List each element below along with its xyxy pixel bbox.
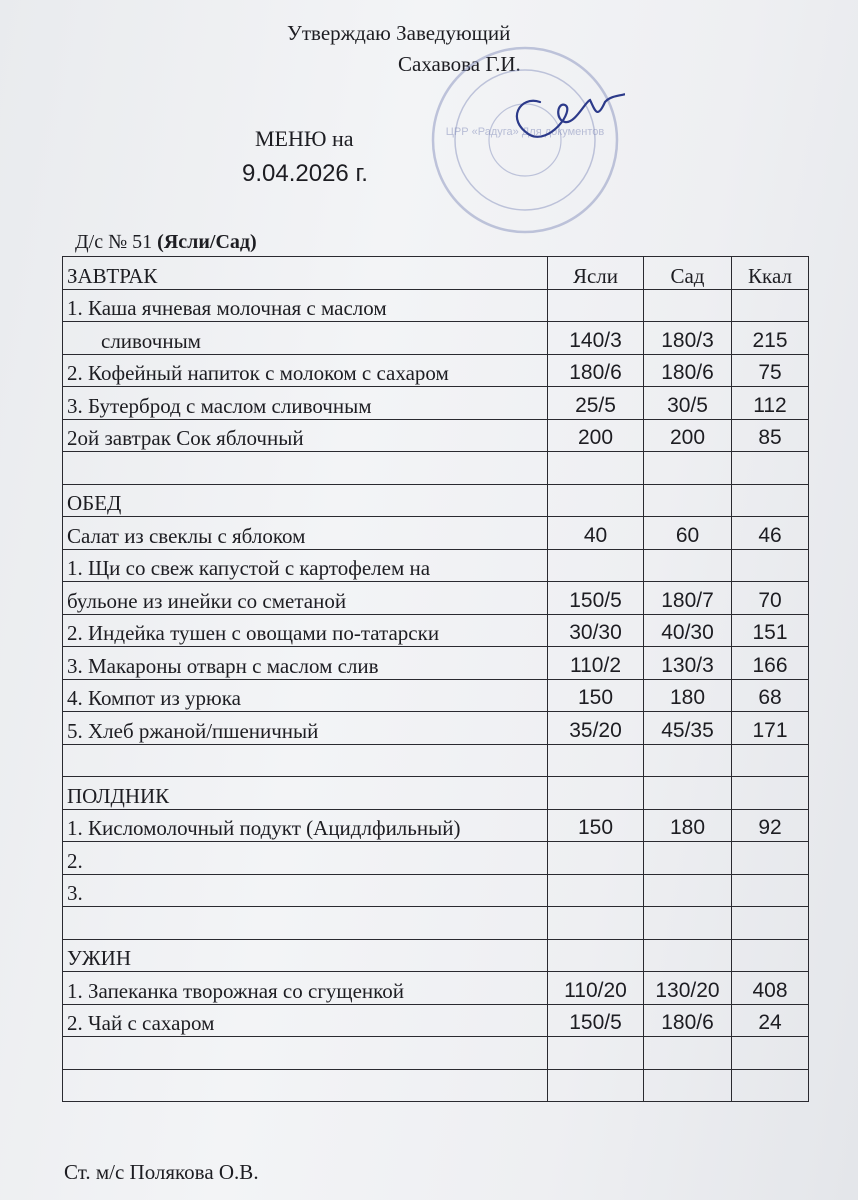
sad-portion-cell: 30/5 (644, 387, 732, 420)
table-row (63, 387, 809, 420)
dish-name-cell: 5. Хлеб ржаной/пшеничный (63, 712, 548, 745)
table-row (63, 549, 809, 582)
approval-stamp (425, 40, 625, 240)
yasli-portion-cell: 110/2 (548, 647, 644, 680)
yasli-portion-cell (548, 549, 644, 582)
kcal-cell (732, 842, 809, 875)
kcal-cell (732, 289, 809, 322)
yasli-portion-cell (548, 907, 644, 940)
yasli-portion-cell (548, 1069, 644, 1102)
table-row (63, 809, 809, 842)
yasli-portion-cell: 200 (548, 419, 644, 452)
yasli-portion-cell (548, 452, 644, 485)
sad-portion-cell (644, 842, 732, 875)
menu-date: 9.04.2026 г. (242, 160, 368, 187)
table-row (63, 1069, 809, 1102)
kcal-cell (732, 1037, 809, 1070)
kcal-cell (732, 1069, 809, 1102)
table-row (63, 419, 809, 452)
kcal-cell (732, 907, 809, 940)
kcal-cell: 24 (732, 1004, 809, 1037)
kcal-cell (732, 452, 809, 485)
dish-name-cell (63, 744, 548, 777)
menu-title: МЕНЮ на (255, 126, 354, 151)
table-row (63, 874, 809, 907)
header-meal: ЗАВТРАК (63, 257, 548, 290)
yasli-portion-cell: 30/30 (548, 614, 644, 647)
school-group: (Ясли/Сад) (157, 231, 257, 253)
table-row (63, 647, 809, 680)
kcal-cell: 151 (732, 614, 809, 647)
kcal-cell: 92 (732, 809, 809, 842)
yasli-portion-cell (548, 744, 644, 777)
dish-name-cell: 1. Щи со свеж капустой с картофелем на (63, 549, 548, 582)
table-row (63, 744, 809, 777)
table-row (63, 354, 809, 387)
approval-name: Сахавова Г.И. (398, 52, 521, 76)
dish-name-cell: ПОЛДНИК (63, 777, 548, 810)
dish-name-cell: ОБЕД (63, 484, 548, 517)
kcal-cell: 75 (732, 354, 809, 387)
yasli-portion-cell (548, 939, 644, 972)
yasli-portion-cell (548, 289, 644, 322)
yasli-portion-cell: 140/3 (548, 322, 644, 355)
table-row (63, 712, 809, 745)
dish-name-cell: 3. (63, 874, 548, 907)
sad-portion-cell: 180 (644, 679, 732, 712)
sad-portion-cell: 130/20 (644, 972, 732, 1005)
yasli-portion-cell (548, 484, 644, 517)
dish-name-cell: 2. Индейка тушен с овощами по-татарски (63, 614, 548, 647)
dish-name-cell: 4. Компот из урюка (63, 679, 548, 712)
kcal-cell: 85 (732, 419, 809, 452)
stamp-text: ЦРР «Радуга» Для документов (445, 126, 605, 138)
yasli-portion-cell (548, 874, 644, 907)
dish-name-cell (63, 1037, 548, 1070)
dish-name-cell: 2. Чай с сахаром (63, 1004, 548, 1037)
kcal-cell (732, 484, 809, 517)
table-row (63, 289, 809, 322)
dish-name-cell: 2. Кофейный напиток с молоком с сахаром (63, 354, 548, 387)
sad-portion-cell (644, 907, 732, 940)
kcal-cell: 70 (732, 582, 809, 615)
sad-portion-cell (644, 484, 732, 517)
table-header-row (63, 257, 809, 290)
sad-portion-cell (644, 1037, 732, 1070)
kcal-cell: 166 (732, 647, 809, 680)
table-row (63, 842, 809, 875)
sad-portion-cell: 180/6 (644, 1004, 732, 1037)
school-label (75, 231, 257, 254)
table-row (63, 484, 809, 517)
yasli-portion-cell: 35/20 (548, 712, 644, 745)
dish-name-cell: УЖИН (63, 939, 548, 972)
sad-portion-cell: 180/7 (644, 582, 732, 615)
table-row (63, 1004, 809, 1037)
yasli-portion-cell: 25/5 (548, 387, 644, 420)
yasli-portion-cell (548, 1037, 644, 1070)
kcal-cell: 171 (732, 712, 809, 745)
sad-portion-cell: 130/3 (644, 647, 732, 680)
menu-table (62, 256, 809, 1102)
kcal-cell (732, 777, 809, 810)
dish-name-cell: 2. (63, 842, 548, 875)
kcal-cell: 215 (732, 322, 809, 355)
table-row (63, 777, 809, 810)
header-kcal: Ккал (732, 257, 809, 290)
sad-portion-cell: 45/35 (644, 712, 732, 745)
yasli-portion-cell: 110/20 (548, 972, 644, 1005)
yasli-portion-cell: 150/5 (548, 1004, 644, 1037)
dish-name-cell: Салат из свеклы с яблоком (63, 517, 548, 550)
kcal-cell (732, 549, 809, 582)
kcal-cell (732, 744, 809, 777)
table-row (63, 972, 809, 1005)
header-sad: Сад (644, 257, 732, 290)
sad-portion-cell (644, 777, 732, 810)
sad-portion-cell (644, 1069, 732, 1102)
dish-name-cell (63, 1069, 548, 1102)
sad-portion-cell (644, 744, 732, 777)
dish-name-cell (63, 907, 548, 940)
school-number: Д/с № 51 (75, 231, 158, 253)
sad-portion-cell: 60 (644, 517, 732, 550)
sad-portion-cell (644, 289, 732, 322)
kcal-cell: 68 (732, 679, 809, 712)
sad-portion-cell: 200 (644, 419, 732, 452)
table-row (63, 1037, 809, 1070)
dish-name-cell: 1. Запеканка творожная со сгущенкой (63, 972, 548, 1005)
yasli-portion-cell: 180/6 (548, 354, 644, 387)
approval-title: Утверждаю Заведующий (287, 21, 511, 45)
sad-portion-cell: 180/3 (644, 322, 732, 355)
yasli-portion-cell: 150 (548, 679, 644, 712)
kcal-cell (732, 874, 809, 907)
sad-portion-cell: 180/6 (644, 354, 732, 387)
table-row (63, 907, 809, 940)
sad-portion-cell (644, 939, 732, 972)
header-yasli: Ясли (548, 257, 644, 290)
kcal-cell: 112 (732, 387, 809, 420)
dish-name-cell: 2ой завтрак Сок яблочный (63, 419, 548, 452)
yasli-portion-cell: 150/5 (548, 582, 644, 615)
table-row (63, 322, 809, 355)
table-row (63, 517, 809, 550)
table-row (63, 614, 809, 647)
yasli-portion-cell: 150 (548, 809, 644, 842)
dish-name-cell: бульоне из инейки со сметаной (63, 582, 548, 615)
sad-portion-cell (644, 874, 732, 907)
dish-name-cell: 3. Бутерброд с маслом сливочным (63, 387, 548, 420)
table-row (63, 679, 809, 712)
dish-name-cell: сливочным (63, 322, 548, 355)
yasli-portion-cell (548, 777, 644, 810)
sad-portion-cell (644, 549, 732, 582)
dish-name-cell: 1. Каша ячневая молочная с маслом (63, 289, 548, 322)
sad-portion-cell: 180 (644, 809, 732, 842)
nurse-signature: Ст. м/с Полякова О.В. (64, 1160, 259, 1184)
table-row (63, 452, 809, 485)
sad-portion-cell (644, 452, 732, 485)
dish-name-cell: 3. Макароны отварн с маслом слив (63, 647, 548, 680)
dish-name-cell (63, 452, 548, 485)
table-row (63, 939, 809, 972)
kcal-cell (732, 939, 809, 972)
kcal-cell: 46 (732, 517, 809, 550)
kcal-cell: 408 (732, 972, 809, 1005)
dish-name-cell: 1. Кисломолочный подукт (Ацидлфильный) (63, 809, 548, 842)
yasli-portion-cell (548, 842, 644, 875)
table-row (63, 582, 809, 615)
sad-portion-cell: 40/30 (644, 614, 732, 647)
yasli-portion-cell: 40 (548, 517, 644, 550)
